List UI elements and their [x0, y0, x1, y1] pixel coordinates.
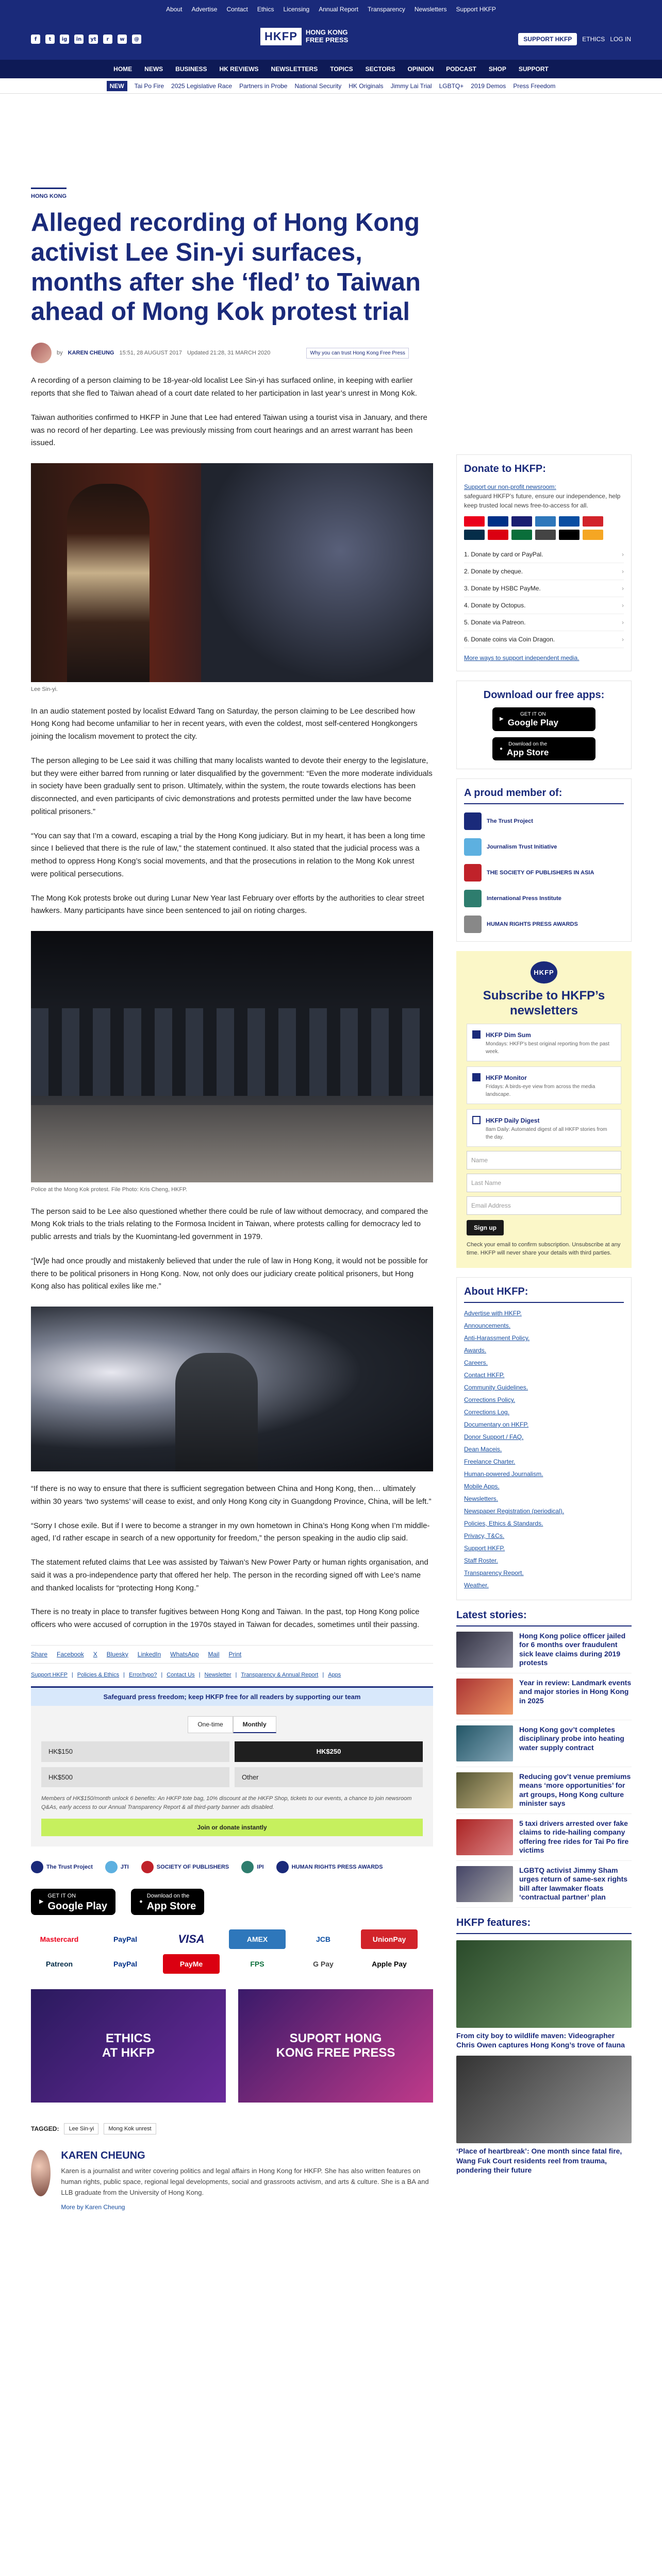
- about-link[interactable]: Corrections Log.: [464, 1408, 510, 1416]
- nav-item[interactable]: OPINION: [407, 65, 434, 73]
- footer-link[interactable]: Newsletter: [204, 1671, 231, 1678]
- top-link[interactable]: Annual Report: [319, 6, 358, 13]
- google-play-button[interactable]: ▶ GET IT ON Google Play: [492, 707, 595, 731]
- newsletter-option[interactable]: HKFP Dim Sum Mondays: HKFP’s best original reporting from the past week.: [467, 1024, 621, 1061]
- nav-item[interactable]: SHOP: [488, 65, 506, 73]
- tab-monthly[interactable]: Monthly: [233, 1716, 276, 1733]
- safeguard-banner: Safeguard press freedom; keep HKFP free for all readers by supporting our team: [31, 1686, 433, 1706]
- support-banner[interactable]: SUPORT HONG KONG FREE PRESS: [238, 1989, 433, 2103]
- byline: [31, 343, 433, 363]
- article-footer-links: Support HKFP | Policies & Ethics | Error/typo? | Contact Us | Newsletter | Transparency & Annual Report | Apps: [31, 1671, 433, 1680]
- story-item[interactable]: Hong Kong gov’t completes disciplinary probe into heating water supply contract: [456, 1720, 632, 1767]
- trending-item[interactable]: Tai Po Fire: [134, 82, 164, 90]
- member-logo[interactable]: The Trust Project: [464, 812, 624, 830]
- logo-mark: HKFP: [260, 28, 302, 45]
- donate-method[interactable]: 3. Donate by HSBC PayMe. ›: [464, 580, 624, 597]
- member-widget: [456, 778, 632, 942]
- story-item[interactable]: Year in review: Landmark events and major stories in Hong Kong in 2025: [456, 1673, 632, 1720]
- checkbox-checked[interactable]: [472, 1073, 481, 1081]
- newsletter-logo: HKFP: [531, 961, 557, 984]
- amount-option[interactable]: Other: [235, 1767, 423, 1788]
- donation-widget: [31, 1706, 433, 1846]
- trust-link[interactable]: Why you can trust Hong Kong Free Press: [306, 348, 409, 359]
- apple-pay-icon: [559, 530, 580, 540]
- site-logo[interactable]: [260, 28, 352, 45]
- about-link[interactable]: Dean Maceis.: [464, 1445, 502, 1453]
- trending-bar: [0, 78, 662, 94]
- newsletter-option[interactable]: HKFP Daily Digest 8am Daily: Automated digest of all HKFP stories from the day.: [467, 1109, 621, 1147]
- about-link[interactable]: Careers.: [464, 1359, 488, 1366]
- top-link[interactable]: About: [166, 6, 183, 13]
- unionpay-icon: UnionPay: [361, 1929, 418, 1949]
- nav-item[interactable]: NEWSLETTERS: [271, 65, 318, 73]
- story-item[interactable]: 5 taxi drivers arrested over fake claims to ride-hailing company offering free rides for Tai Po fire victims: [456, 1814, 632, 1861]
- trending-item[interactable]: Press Freedom: [513, 82, 556, 90]
- about-link[interactable]: Advertise with HKFP.: [464, 1309, 522, 1317]
- top-link[interactable]: Support HKFP: [456, 6, 496, 13]
- about-link[interactable]: Newsletters.: [464, 1495, 499, 1502]
- jcb-icon: [559, 516, 580, 527]
- payme-icon: [488, 530, 508, 540]
- article-paragraph: The person alleging to be Lee said it was chilling that many localists wanted to devote their energy to the legislature, but they were either barred from running or later disqualified by the government: “Even the more moderate individuals in society have been gradually sent to prison. Ultimately, within the system, the route towards elections has been disconnected, and even participants of civic demonstrations and protests permitted under the law have become political prisoners.”: [31, 756, 433, 816]
- article-paragraph: The Mong Kok protests broke out during Lunar New Year last February over efforts by the authorities to clear street hawkers. Many participants have since been sentenced to jail on rioting charges.: [31, 893, 424, 916]
- amount-option[interactable]: HK$150: [41, 1741, 229, 1762]
- about-link[interactable]: Newspaper Registration (periodical).: [464, 1507, 565, 1515]
- chevron-right-icon: ›: [622, 636, 624, 643]
- trust-badges: [31, 1861, 433, 1873]
- latest-title: Latest stories:: [456, 1609, 632, 1626]
- jti-logo[interactable]: JTI: [105, 1861, 129, 1873]
- about-link[interactable]: Freelance Charter.: [464, 1458, 516, 1465]
- nav-item[interactable]: SUPPORT: [518, 65, 549, 73]
- share-facebook[interactable]: Facebook: [57, 1650, 84, 1658]
- author-photo: [31, 2150, 51, 2196]
- youtube-icon[interactable]: yt: [89, 35, 98, 44]
- mastercard-icon: [464, 516, 485, 527]
- nav-item[interactable]: SECTORS: [365, 65, 395, 73]
- ethics-link[interactable]: ETHICS: [582, 36, 605, 43]
- share-mail[interactable]: Mail: [208, 1650, 220, 1658]
- article-paragraph: “[W]e had once proudly and mistakenly believed that under the rule of law in Hong Kong, it would not be possible for there to be political prisoners in Hong Kong. Now, not only does our judiciary create political prisoners, but Hong Kong also has political exiles like me.”: [31, 1256, 428, 1291]
- author-bio: Karen is a journalist and writer covering politics and legal affairs in Hong Kong for HKFP. She has also written features on human rights, public space, regional legal developments, social and grassroots activism, and arts & culture. She is a BA and LLB graduate from the University of Hong Kong.: [61, 2167, 429, 2196]
- top-link[interactable]: Advertise: [191, 6, 218, 13]
- article-title: Alleged recording of Hong Kong activist Lee Sin-yi surfaces, months after she ‘fled’ to Taiwan ahead of Mong Kok protest trial: [31, 209, 421, 326]
- share-whatsapp[interactable]: WhatsApp: [170, 1650, 199, 1658]
- about-link[interactable]: Documentary on HKFP.: [464, 1420, 529, 1428]
- about-link[interactable]: Community Guidelines.: [464, 1383, 528, 1391]
- about-link[interactable]: Privacy, T&Cs.: [464, 1532, 505, 1539]
- article-paragraph: The person said to be Lee also questioned whether there could be rule of law without democracy, and compared the Mong Kok trials to the trials relating to the Formosa Incident in Taiwan, where protests calling for democracy led to public arrests and trials by the Kuomintang-led government in 1979.: [31, 1207, 428, 1241]
- top-link[interactable]: Newsletters: [414, 6, 447, 13]
- newsletter-option[interactable]: HKFP Monitor Fridays: A birds-eye view from across the media landscape.: [467, 1066, 621, 1104]
- nav-item[interactable]: PODCAST: [446, 65, 476, 73]
- trending-item[interactable]: 2019 Demos: [471, 82, 506, 90]
- byline-by: by: [57, 350, 63, 356]
- top-bar: [0, 0, 662, 19]
- about-link[interactable]: Corrections Policy.: [464, 1396, 516, 1403]
- ethics-banner[interactable]: ETHICS AT HKFP: [31, 1989, 226, 2103]
- sopa-logo[interactable]: SOCIETY OF PUBLISHERS: [141, 1861, 229, 1873]
- facebook-icon[interactable]: f: [31, 35, 40, 44]
- email-icon[interactable]: @: [132, 35, 141, 44]
- membership-note: Members of HK$150/month unlock 6 benefits: An HKFP tote bag, 10% discount at the HKFP Shop, tickets to our events, a chance to join newsroom Q&As, early access to our Annual Transparency Report & all third-party banner ads disabled.: [41, 1795, 412, 1810]
- member-logo[interactable]: Journalism Trust Initiative: [464, 838, 624, 856]
- donation-amounts: [41, 1741, 423, 1787]
- footer-link[interactable]: Apps: [328, 1671, 341, 1678]
- sidebar: [456, 454, 632, 2175]
- nav-item[interactable]: HOME: [113, 65, 133, 73]
- about-link[interactable]: Anti-Harassment Policy.: [464, 1334, 530, 1342]
- author-box-name[interactable]: KAREN CHEUNG: [61, 2150, 145, 2162]
- amount-option[interactable]: HK$500: [41, 1767, 229, 1788]
- fps-icon: FPS: [250, 1959, 264, 1968]
- paypal-icon: PayPal: [113, 1935, 137, 1943]
- share-x[interactable]: X: [93, 1650, 97, 1658]
- top-link[interactable]: Transparency: [367, 6, 405, 13]
- patreon-icon: [464, 530, 485, 540]
- chevron-right-icon: ›: [622, 585, 624, 592]
- author-name[interactable]: KAREN CHEUNG: [68, 350, 114, 356]
- donate-title: Donate to HKFP:: [464, 463, 546, 474]
- checkbox[interactable]: [472, 1116, 481, 1124]
- header-actions: [518, 33, 631, 45]
- photo-caption: Police at the Mong Kok protest. File Photo: Kris Cheng, HKFP.: [31, 1187, 188, 1193]
- trending-item[interactable]: HK Originals: [349, 82, 384, 90]
- about-link[interactable]: Staff Roster.: [464, 1556, 498, 1564]
- feature-item[interactable]: ‘Place of heartbreak’: One month since fatal fire, Wang Fuk Court residents reel from trauma, pondering their future: [456, 2056, 632, 2175]
- play-icon: ▶: [500, 716, 504, 722]
- trending-item[interactable]: Partners in Probe: [239, 82, 288, 90]
- article: [31, 188, 433, 2212]
- whatsapp-icon[interactable]: w: [118, 35, 127, 44]
- article-paragraph: The statement refuted claims that Lee was assisted by Taiwan’s New Power Party or human rights organisation, and said it was a pro-independence party that offered her help. The person in the recording signed off with Lee’s name and thanked localists for “protecting Hong Kong.”: [31, 1558, 428, 1592]
- article-photo: [31, 463, 433, 682]
- about-link[interactable]: Transparency Report.: [464, 1569, 524, 1577]
- share-bluesky[interactable]: Bluesky: [106, 1650, 128, 1658]
- google-pay-icon: G Pay: [313, 1959, 334, 1968]
- article-paragraph: There is no treaty in place to transfer fugitives between Hong Kong and Taiwan. In the past, top Hong Kong police officers who were accused of corruption in the 1970s stayed in Taiwan for decades, sometimes until their passing.: [31, 1607, 420, 1629]
- more-by-author-link[interactable]: More by Karen Cheung: [61, 2203, 125, 2211]
- hrpa-logo[interactable]: HUMAN RIGHTS PRESS AWARDS: [276, 1861, 383, 1873]
- unionpay-icon: [583, 516, 603, 527]
- footer-link[interactable]: Transparency & Annual Report: [241, 1671, 319, 1678]
- tag-link[interactable]: Lee Sin-yi: [64, 2123, 98, 2135]
- apple-icon: ●: [500, 746, 503, 752]
- newsletter-note: Check your email to confirm subscription. Unsubscribe at any time. HKFP will never share your details with third parties.: [467, 1241, 621, 1257]
- donate-method[interactable]: 6. Donate coins via Coin Dragon. ›: [464, 631, 624, 648]
- author-avatar: [31, 343, 52, 363]
- google-pay-icon: [535, 530, 556, 540]
- amex-icon: AMEX: [229, 1929, 286, 1949]
- article-paragraph: “You can say that I’m a coward, escaping a trial by the Hong Kong judiciary. But in my heart, it has been a long time since I believed that there is the rule of law,” the statement continued. It also stated that the judicial process was a method to oppress Hong Kong’s social movements, and that the prosecutions in relation to the Mong Kok unrest were political persecutions.: [31, 831, 425, 878]
- article-paragraph: “If there is no way to ensure that there is sufficient segregation between China and Hong Kong, then… ultimately within 30 years ‘two systems’ will cease to exist, and only Hong Kong city in Guangdong Province, China, will be left.”: [31, 1484, 432, 1506]
- about-link[interactable]: Mobile Apps.: [464, 1482, 500, 1490]
- trending-item[interactable]: 2025 Legislative Race: [171, 82, 233, 90]
- about-link[interactable]: Contact HKFP.: [464, 1371, 505, 1379]
- share-label: Share: [31, 1650, 48, 1658]
- features-widget: [456, 1917, 632, 2175]
- story-item[interactable]: LGBTQ activist Jimmy Sham urges return of same-sex rights bill after lawmaker floats ‘contractual partner’ plan: [456, 1861, 632, 1908]
- apple-pay-icon: Apple Pay: [372, 1959, 407, 1968]
- visa-icon: [511, 516, 532, 527]
- chevron-right-icon: ›: [622, 551, 624, 558]
- donation-tabs: [41, 1716, 423, 1733]
- tab-one-time[interactable]: One-time: [188, 1716, 233, 1733]
- octopus-icon: [583, 530, 603, 540]
- story-item[interactable]: Reducing gov’t venue premiums means ‘more opportunities’ for art groups, Hong Kong culture minister says: [456, 1767, 632, 1814]
- nav-item[interactable]: HK REVIEWS: [219, 65, 259, 73]
- nav-item[interactable]: TOPICS: [330, 65, 353, 73]
- member-title: A proud member of:: [464, 787, 624, 804]
- latest-stories: [456, 1609, 632, 1908]
- instagram-icon[interactable]: ig: [60, 35, 69, 44]
- share-print[interactable]: Print: [228, 1650, 242, 1658]
- article-paragraph: “Sorry I chose exile. But if I were to become a stranger in my own hometown in China’s Hong Kong when I’m middle-aged, I’d rather escape in search of a new opportunity for freedom,” the person speaking in the audio clip said.: [31, 1521, 430, 1543]
- top-link[interactable]: Licensing: [283, 6, 310, 13]
- donate-text: safeguard HKFP’s future, ensure our independence, help keep trusted local news free-to-access for all.: [464, 493, 621, 509]
- newsletter-widget: [456, 951, 632, 1268]
- article-photo: [31, 931, 433, 1182]
- share-bar: [31, 1645, 433, 1664]
- member-logo[interactable]: International Press Institute: [464, 890, 624, 907]
- visa-icon: VISA: [178, 1932, 205, 1945]
- footer-link[interactable]: Contact Us: [167, 1671, 195, 1678]
- login-link[interactable]: LOG IN: [610, 36, 631, 43]
- rss-icon[interactable]: r: [103, 35, 112, 44]
- features-title: HKFP features:: [456, 1917, 632, 1934]
- support-button[interactable]: SUPPORT HKFP: [518, 33, 577, 45]
- logo-text: HONG KONG FREE PRESS: [305, 28, 349, 44]
- article-paragraph: In an audio statement posted by localist Edward Tang on Saturday, the person claiming to be Lee described how Hong Kong had become unfamiliar to her in recent years, with even the coldest, most self-centered Hongkongers joining the localism movement to protect the city.: [31, 706, 418, 741]
- social-links: [31, 35, 141, 44]
- publish-date: 15:51, 28 AUGUST 2017: [119, 350, 182, 356]
- last-name-field[interactable]: Last Name: [467, 1174, 621, 1192]
- top-link[interactable]: Contact: [226, 6, 248, 13]
- promo-banners: [31, 1989, 433, 2103]
- email-field[interactable]: Email Address: [467, 1196, 621, 1215]
- nav-item[interactable]: NEWS: [144, 65, 163, 73]
- tags-label: TAGGED:: [31, 2125, 59, 2132]
- photo-caption: Lee Sin-yi.: [31, 686, 58, 692]
- footer-link[interactable]: Policies & Ethics: [77, 1671, 120, 1678]
- trending-item[interactable]: Jimmy Lai Trial: [390, 82, 432, 90]
- more-ways-link[interactable]: More ways to support independent media.: [464, 654, 580, 662]
- about-link[interactable]: Support HKFP.: [464, 1544, 505, 1552]
- trending-item[interactable]: National Security: [294, 82, 342, 90]
- linkedin-icon[interactable]: in: [74, 35, 84, 44]
- trust-project-logo[interactable]: The Trust Project: [31, 1861, 93, 1873]
- footer-link[interactable]: Support HKFP: [31, 1671, 68, 1678]
- fps-icon: [511, 530, 532, 540]
- trending-label: NEW: [107, 81, 127, 91]
- google-play-button[interactable]: ▶ GET IT ON Google Play: [31, 1889, 115, 1915]
- join-button[interactable]: Join or donate instantly: [41, 1819, 423, 1836]
- site-header: [0, 19, 662, 60]
- article-paragraph: A recording of a person claiming to be 18-year-old localist Lee Sin-yi has surfaced online, in keeping with earlier reports that she fled to Taiwan ahead of a court date related to her participation in last year’s unrest in Mong Kok.: [31, 376, 417, 398]
- donate-payment-icons: [464, 516, 624, 540]
- trending-item[interactable]: LGBTQ+: [439, 82, 464, 90]
- patreon-icon: Patreon: [45, 1959, 73, 1968]
- updated-date: Updated 21:28, 31 MARCH 2020: [187, 350, 271, 356]
- apps-title: Download our free apps:: [483, 689, 605, 701]
- article-paragraph: Taiwan authorities confirmed to HKFP in June that Lee had entered Taiwan using a tourist visa in January, and there was no record of her departing. Lee was previously missing from court hearings and an arrest warrant has been issued.: [31, 413, 427, 448]
- signup-button[interactable]: Sign up: [467, 1220, 504, 1235]
- main-nav: [0, 60, 662, 78]
- chevron-right-icon: ›: [622, 568, 624, 575]
- about-link[interactable]: Weather.: [464, 1581, 489, 1589]
- about-title: About HKFP:: [464, 1286, 624, 1303]
- about-widget: [456, 1277, 632, 1600]
- play-icon: ▶: [39, 1899, 44, 1905]
- article-photo: [31, 1307, 433, 1471]
- author-box: [31, 2150, 433, 2211]
- member-logo[interactable]: HUMAN RIGHTS PRESS AWARDS: [464, 916, 624, 933]
- app-store-button[interactable]: ● Download on the App Store: [131, 1889, 204, 1915]
- donate-methods: [464, 546, 624, 648]
- article-category[interactable]: HONG KONG: [31, 188, 67, 199]
- donate-method[interactable]: 1. Donate by card or PayPal. ›: [464, 546, 624, 563]
- about-link[interactable]: Announcements.: [464, 1321, 511, 1329]
- top-link[interactable]: Ethics: [257, 6, 274, 13]
- about-link[interactable]: Awards.: [464, 1346, 487, 1354]
- payme-icon: PayMe: [163, 1954, 220, 1974]
- checkbox-checked[interactable]: [472, 1030, 481, 1039]
- tag-link[interactable]: Mong Kok unrest: [104, 2123, 156, 2135]
- article-tags: [31, 2123, 433, 2135]
- ipi-logo[interactable]: IPI: [241, 1861, 263, 1873]
- mastercard-icon: Mastercard: [40, 1935, 79, 1943]
- amex-icon: [535, 516, 556, 527]
- about-list: [464, 1307, 624, 1591]
- donate-widget: [456, 454, 632, 671]
- member-logo[interactable]: THE SOCIETY OF PUBLISHERS IN ASIA: [464, 864, 624, 882]
- jcb-icon: JCB: [316, 1935, 330, 1943]
- about-link[interactable]: Policies, Ethics & Standards.: [464, 1519, 543, 1527]
- apps-widget: [456, 681, 632, 769]
- donate-method[interactable]: 4. Donate by Octopus. ›: [464, 597, 624, 614]
- payment-methods: [31, 1929, 433, 1974]
- footer-link[interactable]: Error/typo?: [128, 1671, 157, 1678]
- name-field[interactable]: Name: [467, 1151, 621, 1170]
- newsletter-title: Subscribe to HKFP’s newsletters: [483, 989, 605, 1018]
- feature-item[interactable]: From city boy to wildlife maven: Videographer Chris Owen captures Hong Kong’s trove of fauna: [456, 1940, 632, 2049]
- x-icon[interactable]: t: [45, 35, 55, 44]
- amount-option[interactable]: HK$250: [235, 1741, 423, 1762]
- paypal-icon: [488, 516, 508, 527]
- nav-item[interactable]: BUSINESS: [175, 65, 207, 73]
- story-item[interactable]: Hong Kong police officer jailed for 6 months over fraudulent sick leave claims during 2019 protests: [456, 1626, 632, 1673]
- apple-icon: ●: [139, 1899, 143, 1905]
- chevron-right-icon: ›: [622, 602, 624, 609]
- donate-method[interactable]: 5. Donate via Patreon. ›: [464, 614, 624, 631]
- app-store-button[interactable]: ● Download on the App Store: [492, 737, 595, 761]
- donate-method[interactable]: 2. Donate by cheque. ›: [464, 563, 624, 580]
- chevron-right-icon: ›: [622, 619, 624, 626]
- about-link[interactable]: Human-powered Journalism.: [464, 1470, 543, 1478]
- donate-link[interactable]: Support our non-profit newsroom:: [464, 483, 556, 490]
- paypal-icon: PayPal: [113, 1959, 137, 1968]
- share-linkedin[interactable]: LinkedIn: [137, 1650, 161, 1658]
- app-store-links: [31, 1889, 433, 1915]
- about-link[interactable]: Donor Support / FAQ.: [464, 1433, 524, 1440]
